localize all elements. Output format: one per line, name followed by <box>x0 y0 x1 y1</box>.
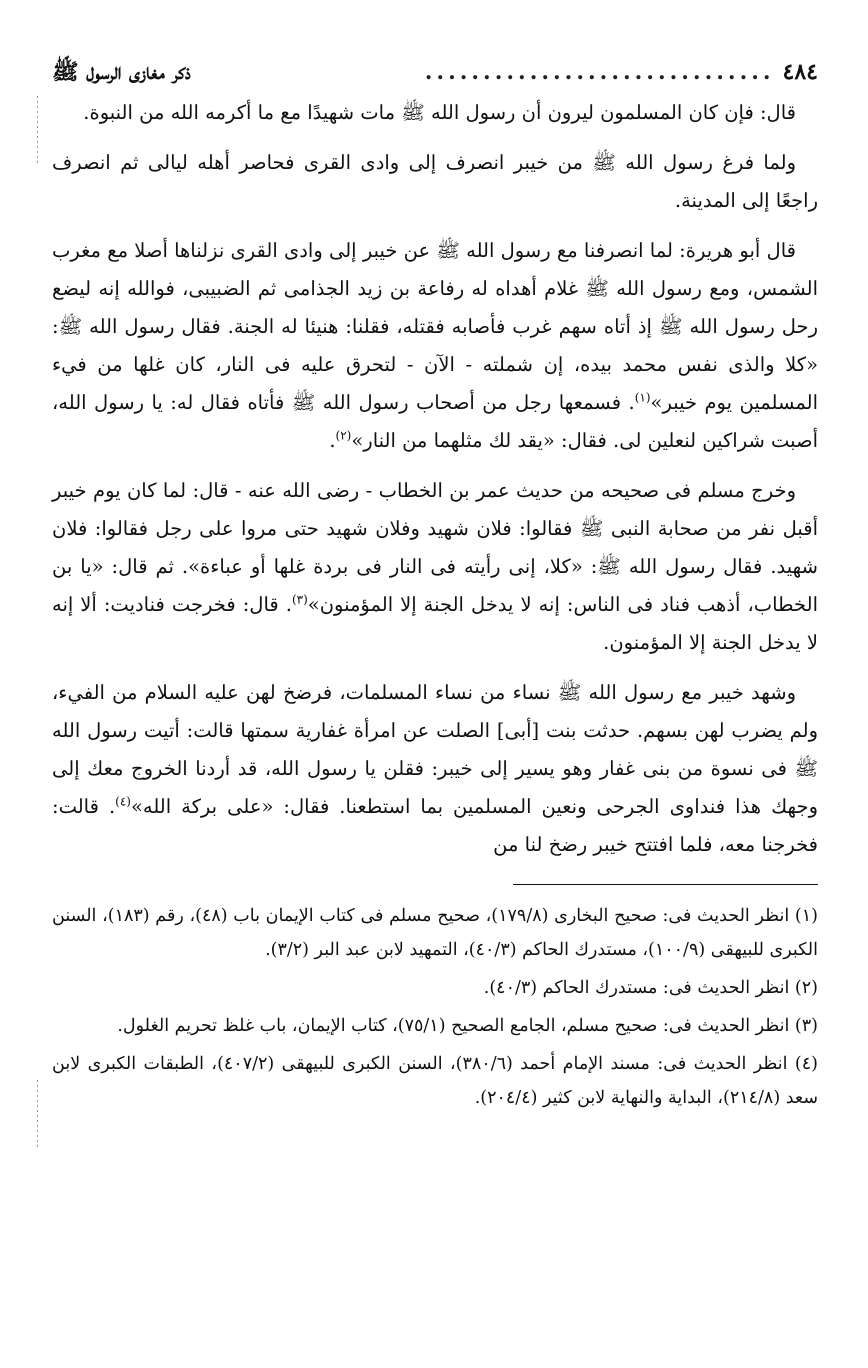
paragraph: وشهد خيبر مع رسول الله ﷺ نساء من نساء المسلمات، فرضخ لهن عليه السلام من الفيء، ولم يضرب لهن بسهم. حدثت بنت [أبى] الصلت عن امرأة غفارية سمتها قالت: أتيت رسول الله ﷺ فى نسوة من بنى غفار وهو يسير إلى خيبر: فقلن يا رسول الله، قد أردنا الخروج معك إلى وجهك هذا فنداوى الجرحى ونعين المسلمين بما استطعنا. فقال: «على بركة الله»$^{(٤)}$. قالت: فخرجنا معه، فلما افتتح خيبر رضخ لنا من <box>52 681 818 856</box>
footnote: (١) انظر الحديث فى: صحيح البخارى (١٧٩/٨)، صحيح مسلم فى كتاب الإيمان باب (٤٨)، رقم (١٨٣)، السنن الكبرى للبيهقى (١٠٠/٩)، مستدرك الحاكم (٤٠/٣)، التمهيد لابن عبد البر (٣/٢). <box>52 906 818 960</box>
paragraph: وخرج مسلم فى صحيحه من حديث عمر بن الخطاب - رضى الله عنه - قال: لما كان يوم خيبر أقبل نفر من صحابة النبى ﷺ فقالوا: فلان شهيد وفلان شهيد حتى مروا على رجل فقالوا: فلان شهيد. فقال رسول الله ﷺ: «كلا، إنى رأيته فى النار فى بردة غلها أو عباءة». ثم قال: «يا بن الخطاب، أذهب فناد فى الناس: إنه لا يدخل الجنة إلا المؤمنون»$^{(٣)}$. قال: فخرجت فناديت: ألا إنه لا يدخل الجنة إلا المؤمنون. <box>52 479 818 654</box>
footnote-ref[interactable]: (٢) <box>335 428 352 443</box>
footnotes <box>52 899 818 1115</box>
paragraph: ولما فرغ رسول الله ﷺ من خيبر انصرف إلى وادى القرى فحاصر أهله ليالى ثم انصرف راجعًا إلى المدينة. <box>52 151 818 212</box>
header-dots: .............................. <box>424 59 775 85</box>
footnote-ref[interactable]: (١) <box>634 390 651 405</box>
paragraph: قال: فإن كان المسلمون ليرون أن رسول الله ﷺ مات شهيدًا مع ما أكرمه الله من النبوة. <box>83 101 796 124</box>
footnote: (٤) انظر الحديث فى: مسند الإمام أحمد (٣٨٠/٦)، السنن الكبرى للبيهقى (٤٠٧/٢)، الطبقات الكبرى لابن سعد (٢١٤/٨)، البداية والنهاية لابن كثير (٢٠٤/٤). <box>52 1054 818 1108</box>
footnote-divider <box>513 884 818 885</box>
paragraph: قال أبو هريرة: لما انصرفنا مع رسول الله ﷺ عن خيبر إلى وادى القرى نزلناها أصلا مع مغرب الشمس، ومع رسول الله ﷺ غلام أهداه له رفاعة بن زيد الجذامى ثم الضبيبى، فوالله إنه ليضع رحل رسول الله ﷺ إذ أتاه سهم غرب فأصابه فقتله، فقلنا: هنيئا له الجنة. فقال رسول الله ﷺ: «كلا والذى نفس محمد بيده، إن شملته - الآن - لتحرق عليه فى النار، كان غلها من فيء المسلمين يوم خيبر»$^{(١)}$. فسمعها رجل من أصحاب رسول الله ﷺ فأتاه فقال له: يا رسول الله، أصبت شراكين لنعلين لى. فقال: «يقد لك مثلهما من النار»$^{(٢)}$. <box>52 239 818 452</box>
running-title: ذكر مغازى الرسول ﷺ <box>52 59 191 85</box>
footnote-ref[interactable]: (٤) <box>115 794 131 809</box>
page-number: ٤٨٤ <box>782 59 818 85</box>
footnote: (٢) انظر الحديث فى: مستدرك الحاكم (٤٠/٣). <box>483 978 818 998</box>
running-header <box>52 52 818 92</box>
margin-mark <box>37 96 38 166</box>
footnote: (٣) انظر الحديث فى: صحيح مسلم، الجامع الصحيح (٧٥/١)، كتاب الإيمان، باب غلظ تحريم الغلول. <box>117 1016 818 1036</box>
footnote-ref[interactable]: (٣) <box>291 592 308 607</box>
margin-mark <box>37 1080 38 1150</box>
main-text <box>52 94 818 864</box>
